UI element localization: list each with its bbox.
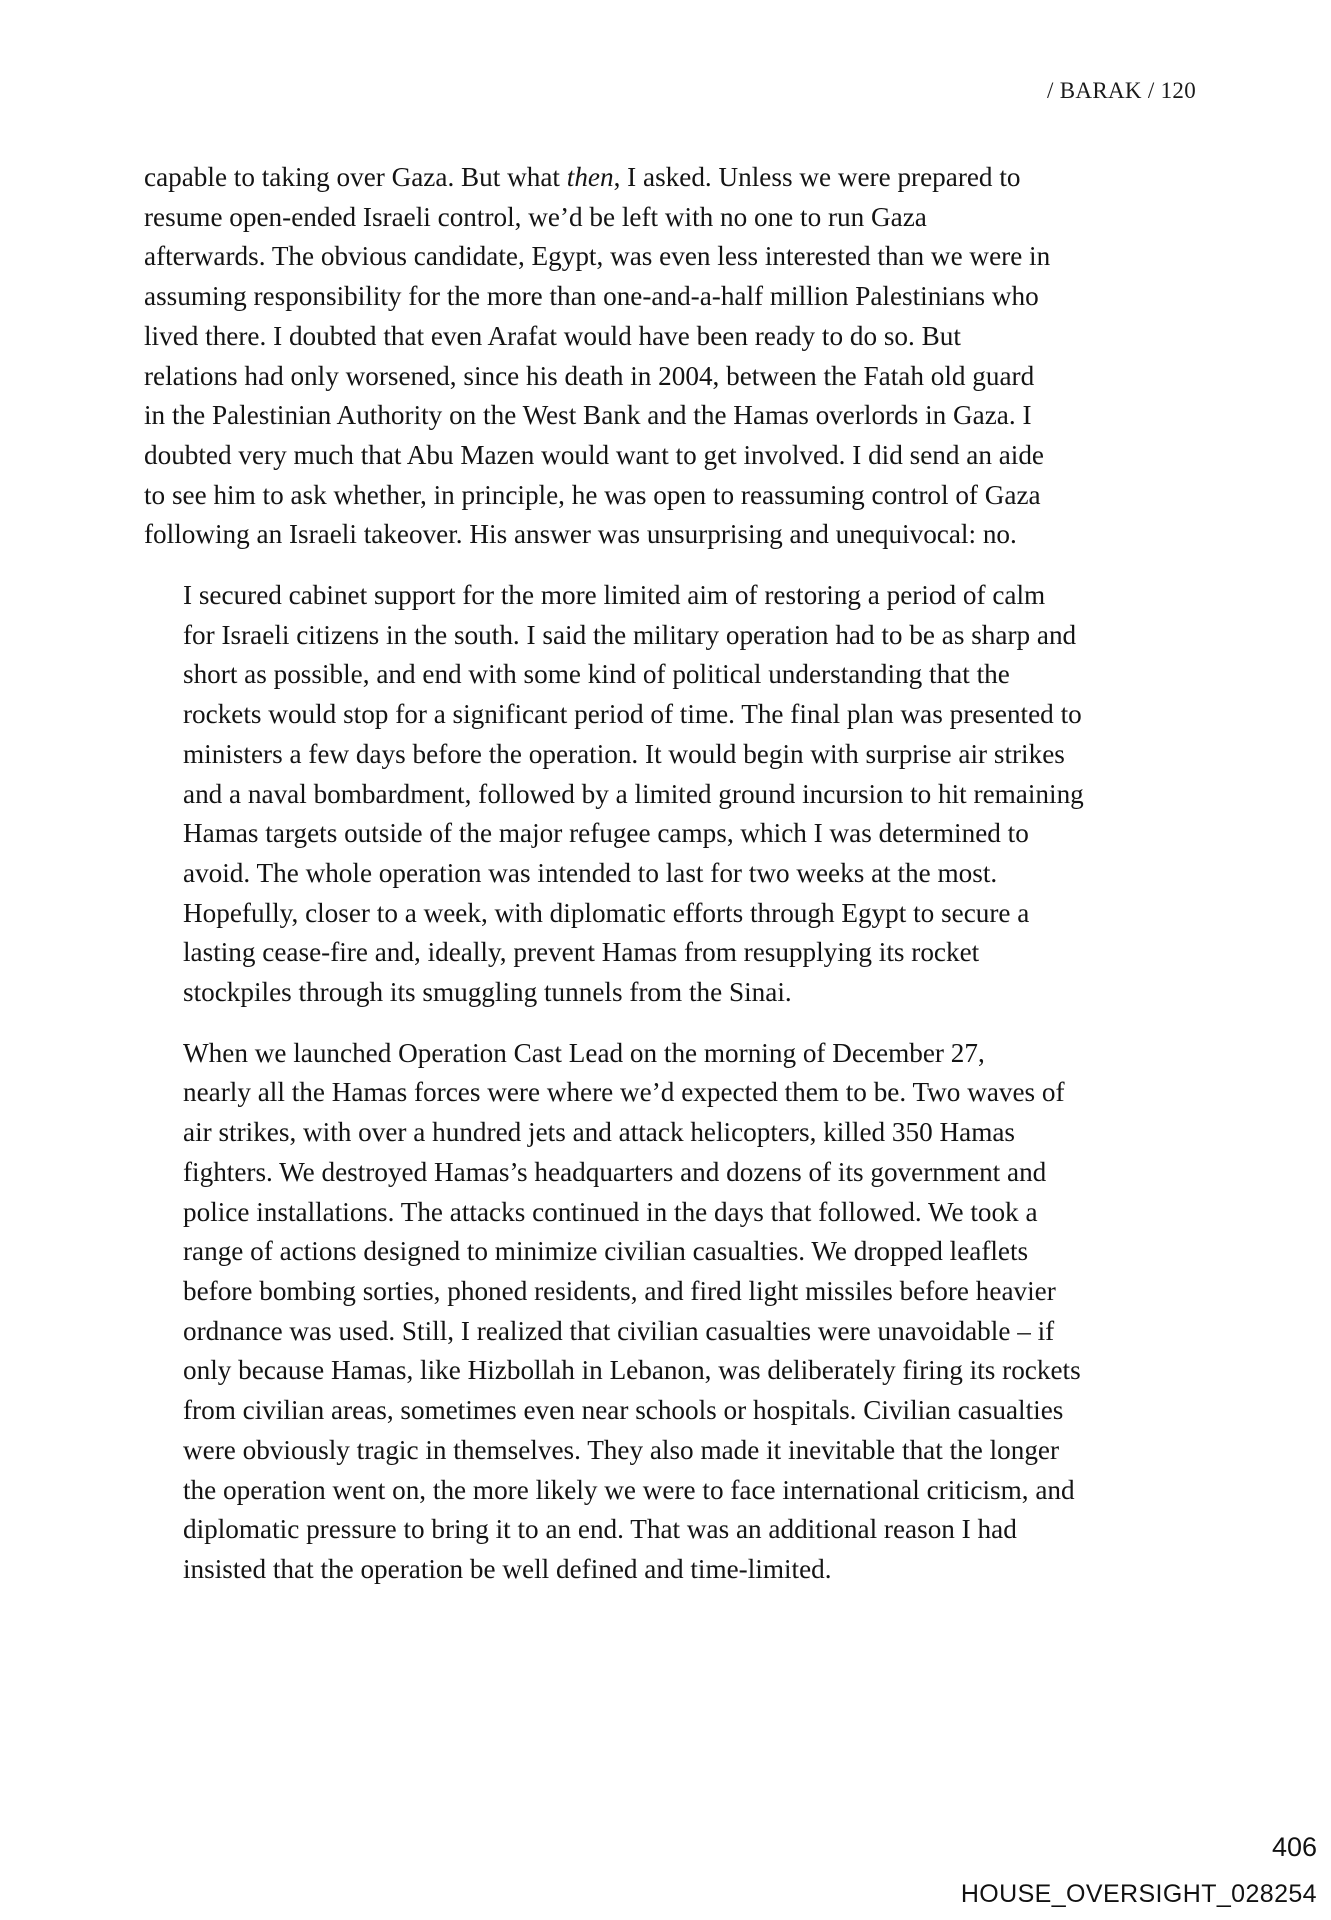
text-line [144,933,1204,973]
text-segment: assuming responsibility for the more than one-and-a-half million Palestinians who [144,281,1039,312]
paragraph [144,576,1204,1013]
text-segment: range of actions designed to minimize civilian casualties. We dropped leaflets [183,1236,1029,1267]
text-line [144,1193,1204,1233]
text-segment: in the Palestinian Authority on the West Bank and the Hamas overlords in Gaza. I [144,400,1032,431]
text-line [144,357,1204,397]
text-line [144,476,1204,516]
text-segment: I secured cabinet support for the more limited aim of restoring a period of calm [183,580,1046,611]
text-segment: ordnance was used. Still, I realized that civilian casualties were unavoidable – if [183,1315,1055,1346]
text-segment: doubted very much that Abu Mazen would want to get involved. I did send an aide [144,439,1045,470]
text-segment: were obviously tragic in themselves. They also made it inevitable that the longer [183,1434,1060,1465]
text-line [144,695,1204,735]
text-segment: When we launched Operation Cast Lead on the morning of December 27, [183,1037,985,1068]
text-line [144,1232,1204,1272]
paragraph [144,158,1204,555]
running-head: / BARAK / 120 [1047,78,1196,103]
text-segment: lasting cease-fire and, ideally, prevent Hamas from resupplying its rocket [183,937,980,968]
text-line [144,237,1204,277]
text-line [144,436,1204,476]
text-segment: nearly all the Hamas forces were where we’d expected them to be. Two waves of [183,1077,1065,1108]
text-line [144,576,1204,616]
text-line [144,277,1204,317]
text-line [144,158,1204,198]
text-segment: short as possible, and end with some kind of political understanding that the [183,659,1010,690]
text-segment: for Israeli citizens in the south. I said the military operation had to be as sharp and [183,619,1077,650]
text-line [144,1312,1204,1352]
text-line [144,655,1204,695]
text-line [144,894,1204,934]
text-line [144,1272,1204,1312]
text-segment: lived there. I doubted that even Arafat would have been ready to do so. But [144,320,961,351]
text-segment: resume open-ended Israeli control, we’d be left with no one to run Gaza [144,201,927,232]
text-line [144,1431,1204,1471]
text-line [144,1510,1204,1550]
text-segment: Hamas targets outside of the major refugee camps, which I was determined to [183,818,1029,849]
text-line [144,198,1204,238]
text-segment: air strikes, with over a hundred jets and attack helicopters, killed 350 Hamas [183,1117,1015,1148]
body-text [144,158,1204,1611]
text-line [144,814,1204,854]
text-line [144,1113,1204,1153]
text-segment: ministers a few days before the operation. It would begin with surprise air strikes [183,738,1065,769]
text-line [144,1550,1204,1590]
text-segment: relations had only worsened, since his death in 2004, between the Fatah old guard [144,360,1035,391]
text-segment: rockets would stop for a significant period of time. The final plan was presented to [183,699,1082,730]
text-line [144,775,1204,815]
text-segment: and a naval bombardment, followed by a limited ground incursion to hit remaining [183,778,1084,809]
text-line [144,1351,1204,1391]
text-segment: diplomatic pressure to bring it to an end. That was an additional reason I had [183,1514,1017,1545]
text-segment: fighters. We destroyed Hamas’s headquarters and dozens of its government and [183,1156,1047,1187]
text-segment: stockpiles through its smuggling tunnels from the Sinai. [183,977,792,1008]
text-line [144,1391,1204,1431]
text-line [144,854,1204,894]
text-segment: insisted that the operation be well defined and time-limited. [183,1553,832,1584]
text-line [144,515,1204,555]
text-line [144,735,1204,775]
text-segment: before bombing sorties, phoned residents, and fired light missiles before heavier [183,1275,1056,1306]
bates-number: HOUSE_OVERSIGHT_028254 [960,1880,1317,1908]
paragraph [144,1034,1204,1590]
text-segment: from civilian areas, sometimes even near schools or hospitals. Civilian casualties [183,1395,1064,1426]
text-line [144,396,1204,436]
text-segment: only because Hamas, like Hizbollah in Lebanon, was deliberately firing its rockets [183,1355,1081,1386]
text-segment: following an Israeli takeover. His answer was unsurprising and unequivocal: no. [144,519,1017,550]
text-segment: the operation went on, the more likely we were to face international criticism, and [183,1474,1075,1505]
text-line [144,1153,1204,1193]
text-segment: afterwards. The obvious candidate, Egypt, was even less interested than we were in [144,241,1051,272]
text-segment: avoid. The whole operation was intended to last for two weeks at the most. [183,857,998,888]
text-line [144,1073,1204,1113]
text-segment: capable to taking over Gaza. But what [144,162,567,192]
italic-text: then [566,162,614,192]
text-line [144,317,1204,357]
text-line [144,1034,1204,1074]
page-number: 406 [1271,1832,1317,1862]
text-line [144,973,1204,1013]
text-segment: , I asked. Unless we were prepared to [613,162,1021,192]
text-line [144,1471,1204,1511]
text-line [144,616,1204,656]
text-segment: to see him to ask whether, in principle, he was open to reassuming control of Gaza [144,479,1041,510]
text-segment: Hopefully, closer to a week, with diplomatic efforts through Egypt to secure a [183,897,1030,928]
text-segment: police installations. The attacks continued in the days that followed. We took a [183,1196,1038,1227]
